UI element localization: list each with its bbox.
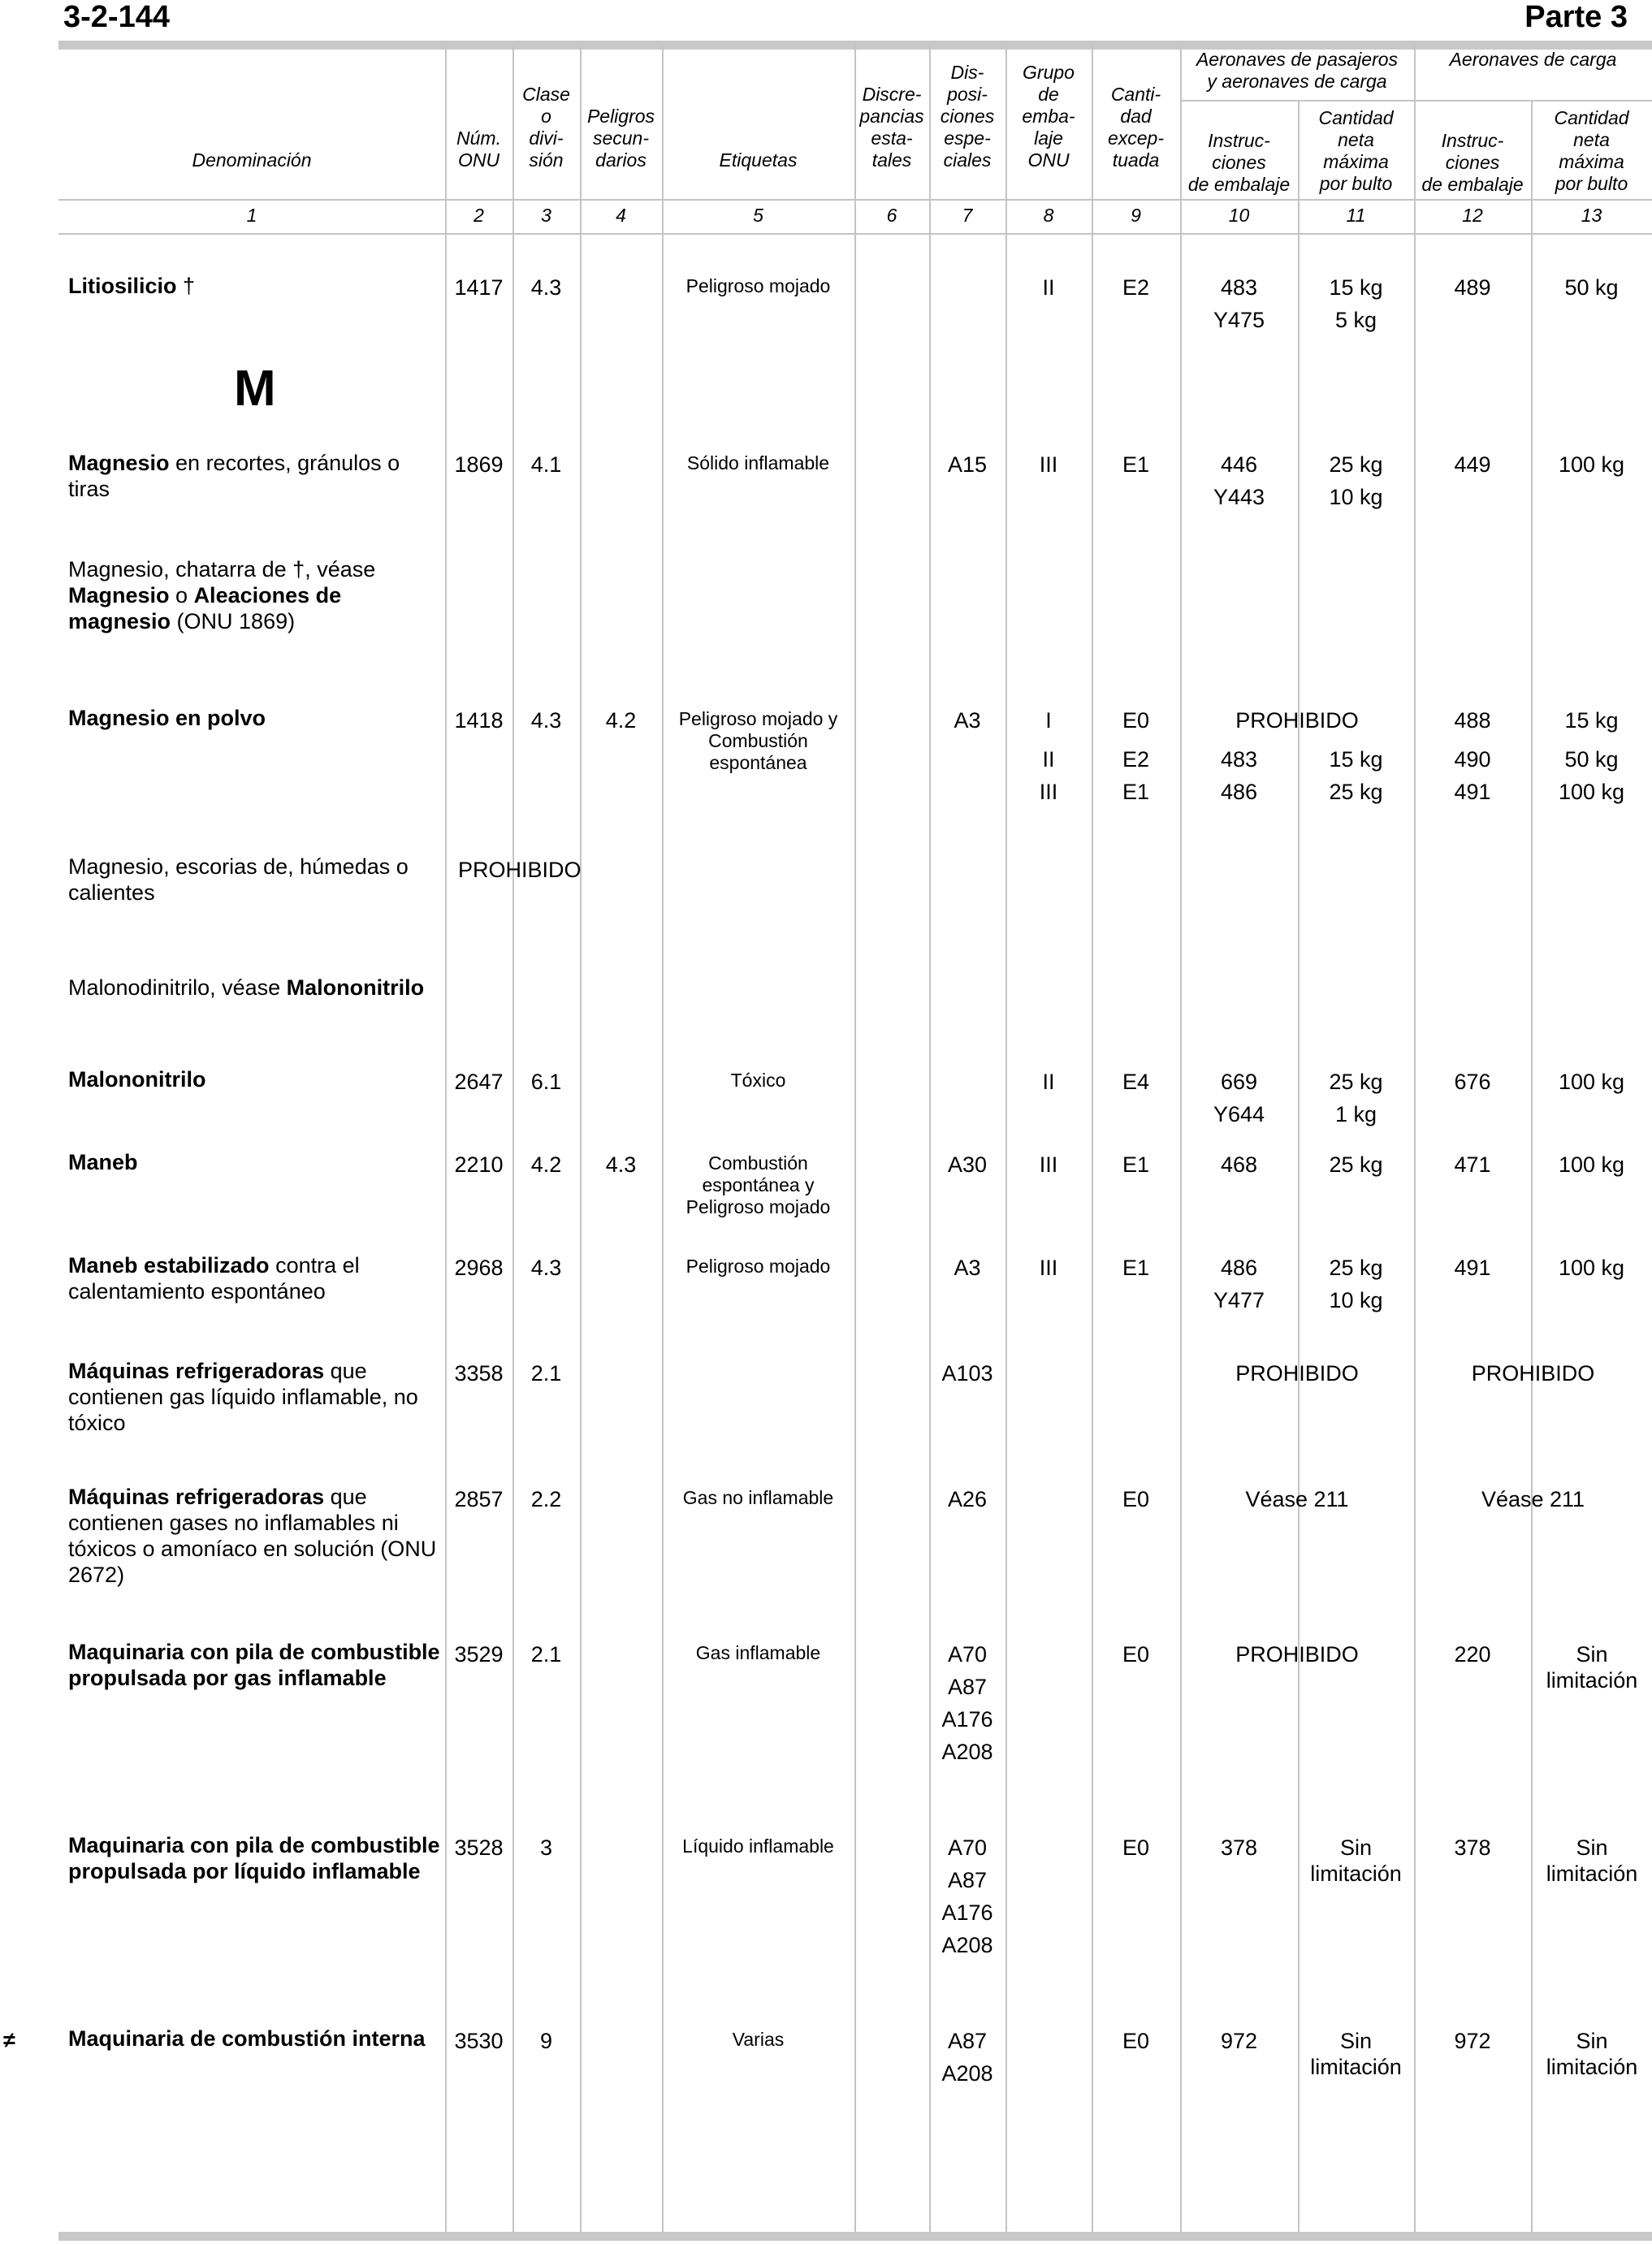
header-subsidiary-risks: Peligros secun- darios <box>586 106 655 171</box>
max-quantity-cargo: 100 kg <box>1558 452 1625 477</box>
un-number: 1869 <box>454 452 504 477</box>
packing-instruction-pax: 972 <box>1220 2029 1258 2053</box>
packing-group: I <box>1045 708 1052 733</box>
prohibited-text: PROHIBIDO <box>458 858 582 882</box>
max-quantity-pax: 25 kg <box>1329 1256 1383 1280</box>
hazard-class: 2.1 <box>530 1361 562 1386</box>
special-provision: A70 <box>947 1835 988 1860</box>
header-packing-instruction-cargo: Instruc- ciones de embalaje <box>1421 130 1524 195</box>
max-quantity-pax-ltd: 10 kg <box>1329 485 1383 509</box>
special-provision: A208 <box>941 2061 993 2086</box>
header-packing-instruction-pax: Instruc- ciones de embalaje <box>1187 130 1291 195</box>
packing-group: III <box>1039 1152 1058 1177</box>
packing-instruction-cargo: 676 <box>1454 1070 1491 1094</box>
packing-instruction-pax: 446 <box>1220 452 1258 477</box>
un-number: 3530 <box>454 2029 504 2053</box>
hazard-class: 3 <box>539 1835 553 1860</box>
packing-instruction-pax: 468 <box>1220 1152 1258 1177</box>
special-provision: A176 <box>941 1707 993 1732</box>
special-provision: A70 <box>947 1642 988 1667</box>
max-quantity-pax: 25 kg <box>1329 780 1383 804</box>
hazard-class: 4.2 <box>530 1152 562 1177</box>
max-quantity-cargo: Sin limitación <box>1546 1642 1638 1693</box>
max-quantity-cargo: Sin limitación <box>1546 1835 1638 1886</box>
substance-name: Magnesio, chatarra de †, véase Magnesio o Aleaciones de magnesio (ONU 1869) <box>68 557 376 633</box>
packing-instruction-cargo: 489 <box>1454 275 1491 300</box>
hazard-class: 6.1 <box>530 1070 562 1094</box>
special-provision: A208 <box>941 1740 993 1764</box>
substance-name: Magnesio en polvo <box>68 706 266 730</box>
packing-instruction-pax-ltd: Y477 <box>1213 1288 1265 1312</box>
header-state-variations: Discre- pancias esta- tales <box>859 84 924 171</box>
packing-instruction-cargo: 220 <box>1454 1642 1491 1667</box>
packing-group: III <box>1039 1256 1058 1280</box>
packing-instruction-pax-ltd: Y644 <box>1213 1102 1265 1126</box>
excepted-quantity: E2 <box>1122 275 1150 300</box>
substance-name: Máquinas refrigeradoras que contienen gas líquido inflamable, no tóxico <box>68 1359 418 1435</box>
hazard-label: Peligroso mojado <box>685 275 831 296</box>
max-quantity-pax: 15 kg <box>1329 747 1383 772</box>
hazard-label: Peligroso mojado <box>685 1256 831 1277</box>
column-number: 13 <box>1581 205 1602 226</box>
see-reference: Véase 211 <box>1245 1487 1349 1511</box>
excepted-quantity: E1 <box>1122 780 1150 804</box>
substance-name: Malonodinitrilo, véase Malononitrilo <box>68 975 425 1000</box>
max-quantity-pax: 25 kg <box>1329 1152 1383 1177</box>
special-provision: A87 <box>947 1868 988 1892</box>
packing-group: II <box>1042 1070 1055 1094</box>
substance-name: Litiosilicio † <box>68 274 196 298</box>
prohibited-text: PROHIBIDO <box>1471 1361 1595 1386</box>
un-number: 1418 <box>454 708 504 733</box>
prohibited-text: PROHIBIDO <box>1235 1361 1359 1386</box>
excepted-quantity: E0 <box>1122 708 1150 733</box>
special-provision: A103 <box>941 1361 993 1386</box>
header-max-quantity-pax: Cantidad neta máxima por bulto <box>1318 107 1394 194</box>
special-provision: A176 <box>941 1900 993 1925</box>
excepted-quantity: E1 <box>1122 1256 1150 1280</box>
hazard-label: Varias <box>732 2029 785 2050</box>
subsidiary-risk: 4.3 <box>605 1152 637 1177</box>
substance-name: Maquinaria con pila de combustible propulsada por líquido inflamable <box>68 1833 440 1883</box>
un-number: 3358 <box>454 1361 504 1386</box>
special-provision: A87 <box>947 1675 988 1699</box>
special-provision: A26 <box>947 1487 988 1511</box>
packing-instruction-pax: 486 <box>1220 1256 1258 1280</box>
column-number: 6 <box>886 205 897 226</box>
packing-group: II <box>1042 275 1055 300</box>
column-number: 4 <box>616 205 626 226</box>
excepted-quantity: E2 <box>1122 747 1150 772</box>
prohibited-text: PROHIBIDO <box>1235 708 1359 733</box>
excepted-quantity: E1 <box>1122 452 1150 477</box>
packing-group: III <box>1039 452 1058 477</box>
special-provision: A3 <box>954 1256 981 1280</box>
max-quantity-cargo: 100 kg <box>1558 1070 1625 1094</box>
header-packing-group: Grupo de emba- laje ONU <box>1022 62 1075 171</box>
packing-instruction-cargo: 449 <box>1454 452 1491 477</box>
column-number: 10 <box>1228 205 1250 226</box>
packing-instruction-cargo: 488 <box>1454 708 1491 733</box>
header-labels: Etiquetas <box>719 149 798 171</box>
max-quantity-pax: 25 kg <box>1329 1070 1383 1094</box>
hazard-class: 2.2 <box>530 1487 562 1511</box>
column-number: 1 <box>246 205 257 226</box>
header-un-number: Núm. ONU <box>456 128 501 171</box>
hazard-class: 2.1 <box>530 1642 562 1667</box>
un-number: 2647 <box>454 1070 504 1094</box>
column-number: 8 <box>1043 205 1054 226</box>
hazard-class: 4.3 <box>530 275 562 300</box>
substance-name: Maquinaria de combustión interna <box>68 2026 426 2051</box>
header-class: Clase o divi- sión <box>522 84 570 171</box>
special-provision: A15 <box>947 452 988 477</box>
max-quantity-cargo: Sin limitación <box>1546 2029 1638 2079</box>
special-provision: A87 <box>947 2029 988 2053</box>
substance-name: Maquinaria con pila de combustible propulsada por gas inflamable <box>68 1640 440 1690</box>
un-number: 2210 <box>454 1152 504 1177</box>
prohibited-text: PROHIBIDO <box>1235 1642 1359 1667</box>
packing-instruction-cargo: 378 <box>1454 1835 1491 1860</box>
column-number: 12 <box>1462 205 1483 226</box>
header-cargo-aircraft: Aeronaves de carga <box>1449 49 1617 70</box>
max-quantity-pax-ltd: 10 kg <box>1329 1288 1383 1312</box>
hazard-class: 4.3 <box>530 1256 562 1280</box>
packing-group: II <box>1042 747 1055 772</box>
excepted-quantity: E4 <box>1122 1070 1150 1094</box>
substance-name: Maneb <box>68 1150 138 1174</box>
column-number: 2 <box>474 205 484 226</box>
substance-name: Magnesio, escorias de, húmedas o calientes <box>68 854 409 905</box>
see-reference: Véase 211 <box>1481 1487 1585 1511</box>
change-mark: ≠ <box>3 2028 15 2052</box>
part-label: Parte 3 <box>1524 0 1628 34</box>
packing-instruction-pax: 483 <box>1220 747 1258 772</box>
packing-instruction-cargo: 972 <box>1454 2029 1491 2053</box>
hazard-label: Sólido inflamable <box>686 452 830 473</box>
max-quantity-pax: 15 kg <box>1329 275 1383 300</box>
excepted-quantity: E0 <box>1122 1642 1150 1667</box>
packing-instruction-pax: 483 <box>1220 275 1258 300</box>
packing-instruction-pax: 378 <box>1220 1835 1258 1860</box>
max-quantity-pax: Sin limitación <box>1310 1835 1402 1886</box>
substance-name: Magnesio en recortes, gránulos o tiras <box>68 451 400 501</box>
section-letter: M <box>234 361 276 417</box>
column-number: 9 <box>1131 205 1141 226</box>
excepted-quantity: E0 <box>1122 1835 1150 1860</box>
substance-name: Maneb estabilizado contra el calentamiento espontáneo <box>68 1253 360 1304</box>
column-number: 3 <box>541 205 551 226</box>
max-quantity-cargo: 100 kg <box>1558 1152 1625 1177</box>
hazard-label: Combustión espontánea y Peligroso mojado <box>685 1152 831 1217</box>
packing-instruction-pax: 486 <box>1220 780 1258 804</box>
max-quantity-pax: 25 kg <box>1329 452 1383 477</box>
special-provision: A30 <box>947 1152 988 1177</box>
un-number: 3529 <box>454 1642 504 1667</box>
substance-name: Malononitrilo <box>68 1067 206 1092</box>
packing-instruction-cargo: 491 <box>1454 1256 1491 1280</box>
hazard-class: 9 <box>539 2029 553 2053</box>
packing-instruction-cargo: 471 <box>1454 1152 1491 1177</box>
max-quantity-cargo: 50 kg <box>1564 747 1619 772</box>
bottom-rule <box>58 2232 1652 2241</box>
packing-instruction-pax-ltd: Y475 <box>1213 308 1265 332</box>
max-quantity-cargo: 100 kg <box>1558 1256 1625 1280</box>
packing-instruction-pax-ltd: Y443 <box>1213 485 1265 509</box>
header-excepted-quantity: Canti- dad excep- tuada <box>1107 84 1165 171</box>
max-quantity-cargo: 50 kg <box>1564 275 1619 300</box>
hazard-label: Gas inflamable <box>695 1642 821 1663</box>
packing-instruction-cargo: 491 <box>1454 780 1491 804</box>
excepted-quantity: E0 <box>1122 2029 1150 2053</box>
hazard-label: Peligroso mojado y Combustión espontánea <box>678 708 838 773</box>
un-number: 2857 <box>454 1487 504 1511</box>
excepted-quantity: E0 <box>1122 1487 1150 1511</box>
substance-name: Máquinas refrigeradoras que contienen gases no inflamables ni tóxicos o amoníaco en solución (ONU 2672) <box>68 1485 437 1587</box>
packing-instruction-pax: 669 <box>1220 1070 1258 1094</box>
excepted-quantity: E1 <box>1122 1152 1150 1177</box>
column-number: 11 <box>1346 205 1366 226</box>
column-number: 5 <box>753 205 763 226</box>
hazard-class: 4.3 <box>530 708 562 733</box>
hazard-label: Gas no inflamable <box>682 1487 834 1508</box>
hazard-label: Tóxico <box>730 1070 786 1091</box>
header-denominacion: Denominación <box>192 149 312 171</box>
packing-group: III <box>1039 780 1058 804</box>
hazard-class: 4.1 <box>530 452 562 477</box>
header-special-provisions: Dis- posi- ciones espe- ciales <box>940 62 995 171</box>
header-passenger-aircraft: Aeronaves de pasajeros y aeronaves de carga <box>1196 49 1399 92</box>
max-quantity-pax: Sin limitación <box>1310 2029 1402 2079</box>
special-provision: A3 <box>954 708 981 733</box>
special-provision: A208 <box>941 1933 993 1957</box>
packing-instruction-cargo: 490 <box>1454 747 1491 772</box>
max-quantity-cargo: 100 kg <box>1558 780 1625 804</box>
un-number: 3528 <box>454 1835 504 1860</box>
max-quantity-pax-ltd: 5 kg <box>1334 308 1377 332</box>
hazard-label: Líquido inflamable <box>682 1835 834 1857</box>
subsidiary-risk: 4.2 <box>605 708 637 733</box>
max-quantity-pax-ltd: 1 kg <box>1334 1102 1377 1126</box>
page-number: 3-2-144 <box>63 0 170 34</box>
max-quantity-cargo: 15 kg <box>1564 708 1619 733</box>
column-number: 7 <box>962 205 973 226</box>
header-max-quantity-cargo: Cantidad neta máxima por bulto <box>1554 107 1629 194</box>
un-number: 2968 <box>454 1256 504 1280</box>
un-number: 1417 <box>454 275 504 300</box>
